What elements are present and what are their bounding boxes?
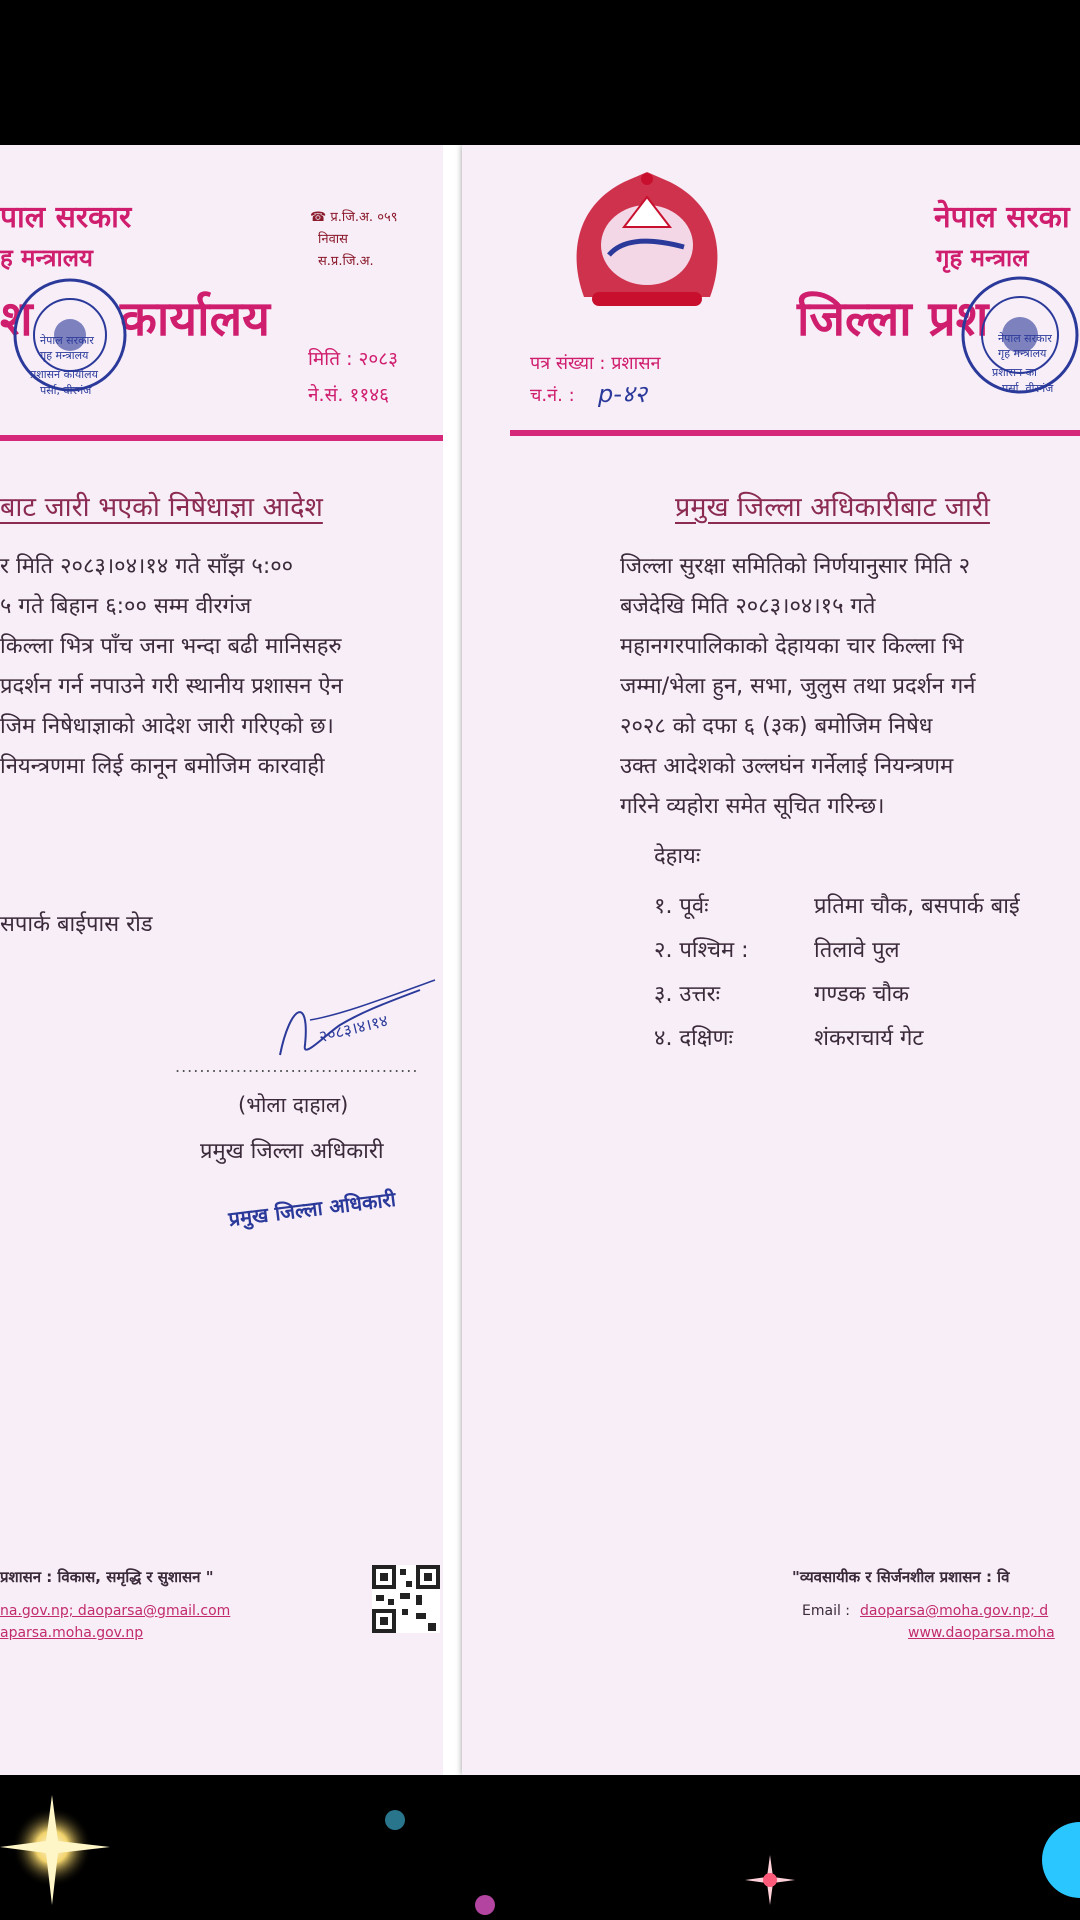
right-office-line: जिल्ला प्रश xyxy=(797,291,989,347)
left-phone-line-1: ☎ प्र.जि.अ. ०५९ xyxy=(310,210,398,225)
boundary-place-4: शंकराचार्य गेट xyxy=(814,1026,924,1051)
right-body-line-5: २०२८ को दफा ६ (३क) बमोजिम निषेध xyxy=(620,714,933,739)
qr-code-icon xyxy=(372,1565,440,1633)
left-seal-text-4: पर्सा, वीरगंज xyxy=(40,384,92,397)
right-footer-web[interactable]: www.daoparsa.moha xyxy=(908,1625,1055,1641)
left-office-partial: श xyxy=(0,291,33,347)
signer-stamp: प्रमुख जिल्ला अधिकारी xyxy=(227,1186,397,1232)
left-office-line: कार्यालय xyxy=(120,291,270,347)
right-body-line-7: गरिने व्यहोरा समेत सूचित गरिन्छ। xyxy=(620,794,885,819)
page-gap xyxy=(443,145,462,1775)
boundary-dir-3: ३. उत्तरः xyxy=(654,982,721,1007)
right-seal-text-2: गृह मन्त्रालय xyxy=(998,347,1047,360)
top-black-bar xyxy=(0,0,1080,145)
boundary-place-3: गण्डक चौक xyxy=(814,982,910,1007)
left-footer-email[interactable]: na.gov.np; daoparsa@gmail.com xyxy=(0,1603,231,1619)
signature-dotted-line: ........................................ xyxy=(175,1057,419,1076)
dehay-label: देहायः xyxy=(654,844,701,869)
boundary-dir-2: २. पश्चिम : xyxy=(654,938,749,963)
right-footer-email[interactable]: daoparsa@moha.gov.np; d xyxy=(860,1603,1049,1619)
right-body-line-2: बजेदेखि मिति २०८३।०४।१५ गते xyxy=(620,594,876,619)
left-area-line: सपार्क बाईपास रोड xyxy=(0,912,153,937)
sparkle-icon xyxy=(380,1805,410,1835)
right-footer-slogan: "व्यवसायीक र सिर्जनशील प्रशासन : वि xyxy=(792,1568,1010,1586)
boundary-dir-4: ४. दक्षिणः xyxy=(654,1026,733,1051)
left-footer-slogan: प्रशासन : विकास, समृद्धि र सुशासन " xyxy=(0,1568,214,1586)
ref-number-label: च.नं. : xyxy=(530,385,575,406)
left-body-line-2: ५ गते बिहान ६:०० सम्म वीरगंज xyxy=(0,594,252,619)
left-gov-line: पाल सरकार xyxy=(0,200,132,235)
right-body-line-6: उक्त आदेशको उल्लघंन गर्नेलाई नियन्त्रणम xyxy=(620,754,954,779)
left-seal-text-1: नेपाल सरकार xyxy=(40,334,94,347)
letter-number: पत्र संख्या : प्रशासन xyxy=(530,353,661,374)
signer-name: (भोला दाहाल) xyxy=(238,1093,349,1117)
right-body-line-3: महानगरपालिकाको देहायका चार किल्ला भि xyxy=(620,634,964,659)
right-ministry-line: गृह मन्त्राल xyxy=(936,244,1029,272)
left-body-line-3: किल्ला भित्र पाँच जना भन्दा बढी मानिसहरु xyxy=(0,634,342,659)
left-footer-web[interactable]: aparsa.moha.gov.np xyxy=(0,1625,144,1641)
right-document-page xyxy=(462,145,1080,1775)
left-ministry-line: ह मन्त्रालय xyxy=(0,244,93,272)
right-seal-text-1: नेपाल सरकार xyxy=(998,332,1052,345)
right-heading: प्रमुख जिल्ला अधिकारीबाट जारी xyxy=(675,492,990,523)
left-body-line-6: नियन्त्रणमा लिई कानून बमोजिम कारवाही xyxy=(0,754,325,779)
right-gov-line: नेपाल सरका xyxy=(934,200,1070,235)
left-date-line-1: मिति : २०८३ xyxy=(308,348,399,370)
ref-number-value: p-४२ xyxy=(598,380,647,408)
left-seal-text-2: गृह मन्त्रालय xyxy=(40,349,89,362)
boundary-place-2: तिलावे पुल xyxy=(814,938,900,963)
nepal-emblem-icon xyxy=(564,167,730,317)
right-body-line-1: जिल्ला सुरक्षा समितिको निर्णयानुसार मिति २ xyxy=(620,554,971,579)
left-body-line-1: र मिति २०८३।०४।१४ गते साँझ ५:०० xyxy=(0,554,294,579)
left-phone-line-2: निवास xyxy=(318,232,348,247)
sparkle-icon xyxy=(1040,1815,1080,1905)
left-document-page xyxy=(0,145,443,1775)
right-body-line-4: जम्मा/भेला हुन, सभा, जुलुस तथा प्रदर्शन गर्न xyxy=(620,674,976,699)
left-header-rule xyxy=(0,435,443,441)
signer-title: प्रमुख जिल्ला अधिकारी xyxy=(200,1139,384,1164)
left-date-line-2: ने.सं. ११४६ xyxy=(308,384,390,406)
right-seal-text-4: पर्सा, वीरगंज xyxy=(1002,382,1054,395)
left-body-line-4: प्रदर्शन गर्न नपाउने गरी स्थानीय प्रशासन ऐन xyxy=(0,674,343,699)
sparkle-icon xyxy=(745,1855,795,1905)
left-body-line-5: जिम निषेधाज्ञाको आदेश जारी गरिएको छ। xyxy=(0,714,334,739)
bottom-sparkle-band xyxy=(0,1775,1080,1920)
boundary-dir-1: १. पूर्वः xyxy=(654,894,709,919)
boundary-place-1: प्रतिमा चौक, बसपार्क बाई xyxy=(814,894,1020,919)
right-footer-email-label: Email : xyxy=(802,1603,851,1619)
left-seal-text-3: प्रशासन कार्यालय xyxy=(30,368,98,381)
right-seal-text-3: प्रशासन का xyxy=(992,366,1037,379)
right-header-rule xyxy=(510,430,1080,436)
sparkle-icon xyxy=(0,1785,120,1910)
left-heading: बाट जारी भएको निषेधाज्ञा आदेश xyxy=(0,492,323,523)
left-phone-line-3: स.प्र.जि.अ. xyxy=(318,254,374,269)
sparkle-icon xyxy=(470,1890,500,1920)
signature-date: २०८३।४।१४ xyxy=(316,1010,390,1047)
